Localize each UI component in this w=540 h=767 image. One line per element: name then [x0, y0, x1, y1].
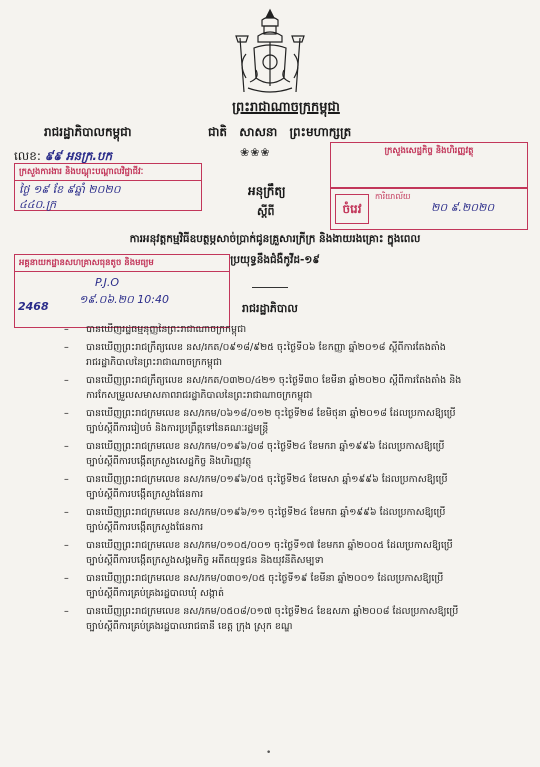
- government-name: រាជរដ្ឋាភិបាលកម្ពុជា: [44, 125, 132, 139]
- dash-icon: –: [64, 573, 69, 584]
- stamp-number: ៤៤០.ក្រ: [19, 198, 57, 211]
- list-item: – បានឃើញរដ្ឋធម្មនុញ្ញនៃព្រះរាជាណាចក្រកម្ពុជា: [64, 324, 247, 335]
- dash-icon: –: [64, 324, 69, 335]
- dash-icon: –: [64, 606, 69, 617]
- reference-label: លេខ:: [14, 149, 41, 163]
- document-type: អនុក្រឹត្យ: [248, 184, 286, 198]
- list-item: – បានឃើញព្រះរាជក្រឹត្យលេខ នស/រកត/០៣២០/៤២១ ចុះថ្ងៃទី៣០ ខែមីនា ឆ្នាំ២០២០ ស្តីពីការតែងតាំង និង ការកែសម្រួលសមាសភាពរាជរដ្ឋាភិបាលនៃព្រះរាជាណាចក្រកម្ពុជា: [64, 375, 462, 401]
- document-subject: ការអនុវត្តកម្មវិធីឧបត្ថម្ភសាច់ប្រាក់ជូនគ្រួសារក្រីក្រ និងងាយរងគ្រោះ ក្នុងពេលប្រយុទ្ធនឹងជំងឺកូវីដ-១៩: [129, 233, 421, 266]
- kingdom-heading: ព្រះរាជាណាចក្រកម្ពុជា: [232, 100, 340, 115]
- stamp-box-label: ចំរេវ: [335, 194, 369, 224]
- list-item: – បានឃើញព្រះរាជក្រមលេខ នស/រកម/០១៩៦/០៥ ចុះថ្ងៃទី២៤ ខែមេសា ឆ្នាំ១៩៩៦ ដែលប្រកាសឱ្យប្រើ ច្បាប់ស្តីពីការបង្កើតក្រសួងផែនការ: [64, 474, 448, 500]
- stamp-handwriting: ២០ ៩.២០២០: [431, 201, 495, 214]
- dash-icon: –: [64, 375, 69, 386]
- issuer-heading: រាជរដ្ឋាភិបាល: [242, 302, 298, 315]
- dash-icon: –: [64, 474, 69, 485]
- reference-handwritten: ៩៩ អនក្រ.បក: [44, 149, 113, 163]
- receipt-stamp-finance: [330, 142, 528, 188]
- stamp-office-label: ការិយាល័យ: [375, 192, 411, 201]
- royal-coat-of-arms-icon: [232, 8, 308, 96]
- stamp-title: ក្រសួងការងារ និងបណ្តុះបណ្តាលវិជ្ជាជីវៈ: [15, 164, 201, 181]
- dash-icon: –: [64, 540, 69, 551]
- dash-icon: –: [64, 507, 69, 518]
- subject-label: ស្តីពី: [257, 205, 275, 218]
- receipt-stamp-office: [330, 188, 528, 230]
- list-item: – បានឃើញព្រះរាជក្រមលេខ នស/រកម/០៣០១/០៥ ចុះថ្ងៃទី១៩ ខែមីនា ឆ្នាំ២០០១ ដែលប្រកាសឱ្យប្រើ ច្បាប់ស្តីពីការគ្រប់គ្រងរដ្ឋបាលឃុំ សង្កាត់: [64, 573, 444, 599]
- list-item: – បានឃើញព្រះរាជក្រមលេខ នស/រកម/០១៩៦/០៨ ចុះថ្ងៃទី២៤ ខែមករា ឆ្នាំ១៩៩៦ ដែលប្រកាសឱ្យប្រើ ច្បាប់ស្តីពីការបង្កើតក្រសួងសេដ្ឋកិច្ច និងហិរញ្ញវត្ថុ: [64, 441, 445, 467]
- national-motto: ជាតិ សាសនា ព្រះមហាក្សត្រ: [208, 125, 352, 139]
- visa-list: [64, 322, 504, 637]
- list-item: – បានឃើញព្រះរាជក្រមលេខ នស/រកម/០១៩៦/១១ ចុះថ្ងៃទី២៤ ខែមករា ឆ្នាំ១៩៩៦ ដែលប្រកាសឱ្យប្រើ ច្បាប់ស្តីពីការបង្កើតក្រសួងផែនការ: [64, 507, 446, 533]
- dash-icon: –: [64, 342, 69, 353]
- divider: [252, 287, 288, 288]
- dash-icon: –: [64, 408, 69, 419]
- stamp-handwriting: P.J.O: [95, 276, 120, 289]
- stamp-date: ថ្ងៃ ១៩ ខែ ៩ឆ្នាំ ២០២០: [19, 183, 121, 196]
- list-item: – បានឃើញព្រះរាជក្រមលេខ នស/រកម/០៥០៨/០១៧ ចុះថ្ងៃទី២៤ ខែឧសភា ឆ្នាំ២០០៨ ដែលប្រកាសឱ្យប្រើ ច្បាប់ស្តីពីការគ្រប់គ្រងរដ្ឋបាលរាជធានី ខេត្ត ក្រុង ស្រុក ខណ្ឌ: [64, 606, 459, 632]
- stamp-title: ក្រសួងសេដ្ឋកិច្ច និងហិរញ្ញវត្ថុ: [384, 146, 474, 156]
- motto-ornament: ❀❀❀: [240, 146, 271, 159]
- receipt-stamp-ministry: [14, 163, 202, 211]
- list-item: – បានឃើញព្រះរាជក្រមលេខ នស/រកម/០១០៥/០០១ ចុះថ្ងៃទី១៧ ខែមករា ឆ្នាំ២០០៥ ដែលប្រកាសឱ្យប្រើ ច្បាប់ស្តីពីការបង្កើតក្រសួងសង្គមកិច្ច អតីតយុទ្ធជន និងយុវនីតិសម្បទា: [64, 540, 453, 566]
- stamp-number: 2468: [18, 300, 49, 313]
- page-mark: •: [266, 748, 272, 758]
- list-item: – បានឃើញព្រះរាជក្រមលេខ នស/រកម/០៦១៨/០១២ ចុះថ្ងៃទី២៨ ខែមិថុនា ឆ្នាំ២០១៨ ដែលប្រកាសឱ្យប្រើ ច្បាប់ស្តីពីការរៀបចំ និងការប្រព្រឹត្តទៅនៃគណៈរដ្ឋមន្ត្រី: [64, 408, 456, 434]
- stamp-handwriting: ១៩.០៦.២០ 10:40: [79, 293, 169, 306]
- stamp-title: អគ្គនាយកដ្ឋានសហគ្រាសធុនតូច និងមធ្យម: [15, 255, 229, 272]
- list-item: – បានឃើញព្រះរាជក្រឹត្យលេខ នស/រកត/០៩១៨/៩២៥ ចុះថ្ងៃទី០៦ ខែកញ្ញា ឆ្នាំ២០១៨ ស្តីពីការតែងតាំង រាជរដ្ឋាភិបាលនៃព្រះរាជាណាចក្រកម្ពុជា: [64, 342, 446, 368]
- dash-icon: –: [64, 441, 69, 452]
